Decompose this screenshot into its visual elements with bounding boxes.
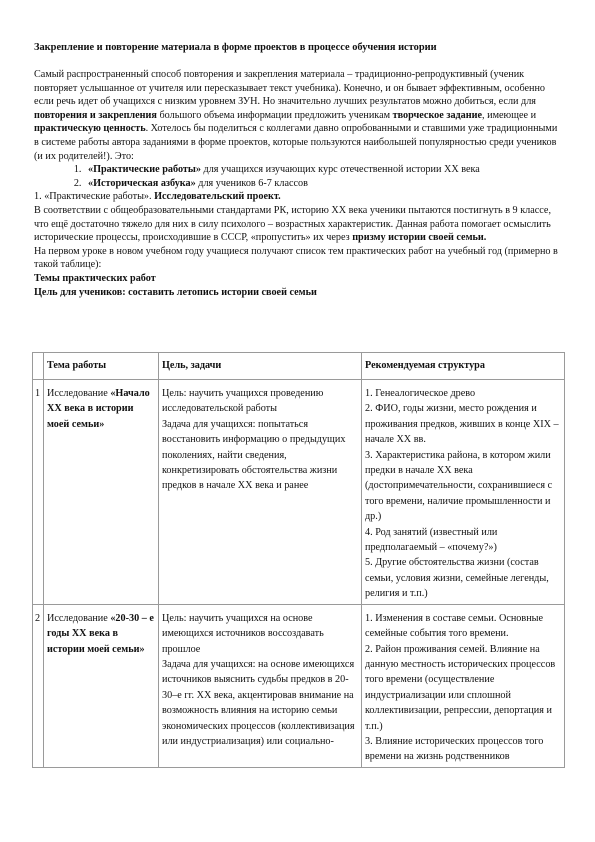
row-topic xyxy=(44,604,159,767)
task-line: Задача для учащихся: на основе имеющихся источников выяснить судьбы предков в 20-30–е гг. XX века, акцентировав внимание на возможность влияния на историю семьи экономических процессов (коллективизация или индустриализация) или социально- xyxy=(162,658,355,747)
intro-bold-3: практическую ценность xyxy=(34,123,146,135)
structure-item: 2. ФИО, годы жизни, место рождения и проживания предков, живших в конце XIX – начале XX вв. xyxy=(365,403,559,446)
intro-text-4: . Хотелось бы поделиться с коллегами давно опробованными и ставшими уже традиционными в системе работы автора заданиями в форме проектов, которые пользуются наибольшей популярностью среди учеников (и их родителей!). Это: xyxy=(34,123,558,162)
section-heading-plain: 1. «Практические работы». xyxy=(34,191,155,203)
paragraph-standards-text: В соответствии с общеобразовательными стандартами РК, историю XX века ученики пытаются постигнуть в 9 классе, что ещё достаточно тяжело для них в силу психолого – возрастных характеристик. Данная работа помогает осмыслить исторические процессы, происходившие в СССР, «пропустить» их через xyxy=(34,204,551,244)
list-item-text: для учеников 6-7 классов xyxy=(195,177,308,189)
paragraph-first-lesson: На первом уроке в новом учебном году учащиеся получают список тем практических работ на учебный год (примерно в такой таблице): xyxy=(34,245,558,271)
topic-prefix: Исследование xyxy=(47,612,111,624)
list-item xyxy=(84,163,564,177)
themes-label: Темы практических работ xyxy=(34,272,156,284)
structure-item: 1. Генеалогическое древо xyxy=(365,388,476,399)
section-heading-bold: Исследовательский проект. xyxy=(154,191,281,203)
list-item xyxy=(84,177,564,191)
structure-item: 3. Влияние исторических процессов того времени на жизнь родственников xyxy=(365,735,544,763)
paragraph-standards xyxy=(34,204,564,245)
intro-text-1: Самый распространенный способ повторения и закрепления материала – традиционно-репродуктивный (ученик повторяет услышанное от учителя или пересказывает текст учебника). Конечно, и он бывает эффективным, особенно если речь идет об учащихся с низким уровнем ЗУН. Но значительно лучших результатов можно добиться, если для xyxy=(34,69,546,108)
practical-works-table xyxy=(32,352,565,768)
row-number: 1 xyxy=(33,380,44,605)
row-topic xyxy=(44,380,159,605)
document-body xyxy=(34,68,564,299)
document-title: Закрепление и повторение материала в форме проектов в процессе обучения истории xyxy=(34,42,437,53)
structure-item: 1. Изменения в составе семьи. Основные семейные события того времени. xyxy=(365,612,544,640)
goal-line: Цель: научить учащихся на основе имеющихся источников воссоздавать прошлое xyxy=(162,612,324,655)
topic-prefix: Исследование xyxy=(47,388,111,399)
list-item-title: «Историческая азбука» xyxy=(88,177,196,189)
topic-title: «20-30 – е годы XX века в истории моей семьи» xyxy=(47,612,154,655)
table-row xyxy=(33,380,565,605)
row-structure xyxy=(362,604,565,767)
header-goals: Цель, задачи xyxy=(159,353,362,380)
intro-bold-1: повторения и закрепления xyxy=(34,109,157,121)
intro-bold-2: творческое задание xyxy=(392,109,483,121)
table-header-row xyxy=(33,353,565,380)
topic-title: «Начало XX века в истории моей семьи» xyxy=(47,388,150,430)
structure-item: 4. Род занятий (известный или предполагаемый – «почему?») xyxy=(365,526,498,554)
goal-label: Цель для учеников: составить летопись истории своей семьи xyxy=(34,286,317,298)
structure-item: 5. Другие обстоятельства жизни (состав семьи, условия жизни, семейные легенды, религия и т.п.) xyxy=(365,557,549,600)
goal-line: Цель: научить учащихся проведению исследовательской работы xyxy=(162,388,324,415)
project-list xyxy=(34,163,564,190)
row-goals xyxy=(159,604,362,767)
intro-text-2: большого объема информации предложить ученикам xyxy=(159,109,391,121)
task-line: Задача для учащихся: попытаться восстановить информацию о предыдущих поколениях, найти сведения, конкретизировать обстоятельства жизни предков в начале XX века и ранее xyxy=(162,418,346,492)
row-number: 2 xyxy=(33,604,44,767)
table-row xyxy=(33,604,565,767)
structure-item: 2. Район проживания семей. Влияние на данную местность исторических процессов того времени (осуществление индустриализации или сплошной коллективизации, репрессии, депортация и т.п.) xyxy=(365,643,556,732)
header-topic: Тема работы xyxy=(44,353,159,380)
list-item-title: «Практические работы» xyxy=(88,164,201,176)
header-number xyxy=(33,353,44,380)
section-heading xyxy=(34,190,564,204)
intro-paragraph xyxy=(34,68,564,163)
row-goals xyxy=(159,380,362,605)
structure-item: 3. Характеристика района, в котором жили предки в начале XX века (достопримечательности, сохранившиеся с того времени, наличие промышленности и др.) xyxy=(365,449,553,523)
header-structure: Рекомендуемая структура xyxy=(362,353,565,380)
list-item-text: для учащихся изучающих курс отечественной истории XX века xyxy=(200,164,480,176)
intro-text-3: , имеющее и xyxy=(482,109,537,121)
paragraph-standards-bold: призму истории своей семьи. xyxy=(352,232,487,244)
row-structure xyxy=(362,380,565,605)
